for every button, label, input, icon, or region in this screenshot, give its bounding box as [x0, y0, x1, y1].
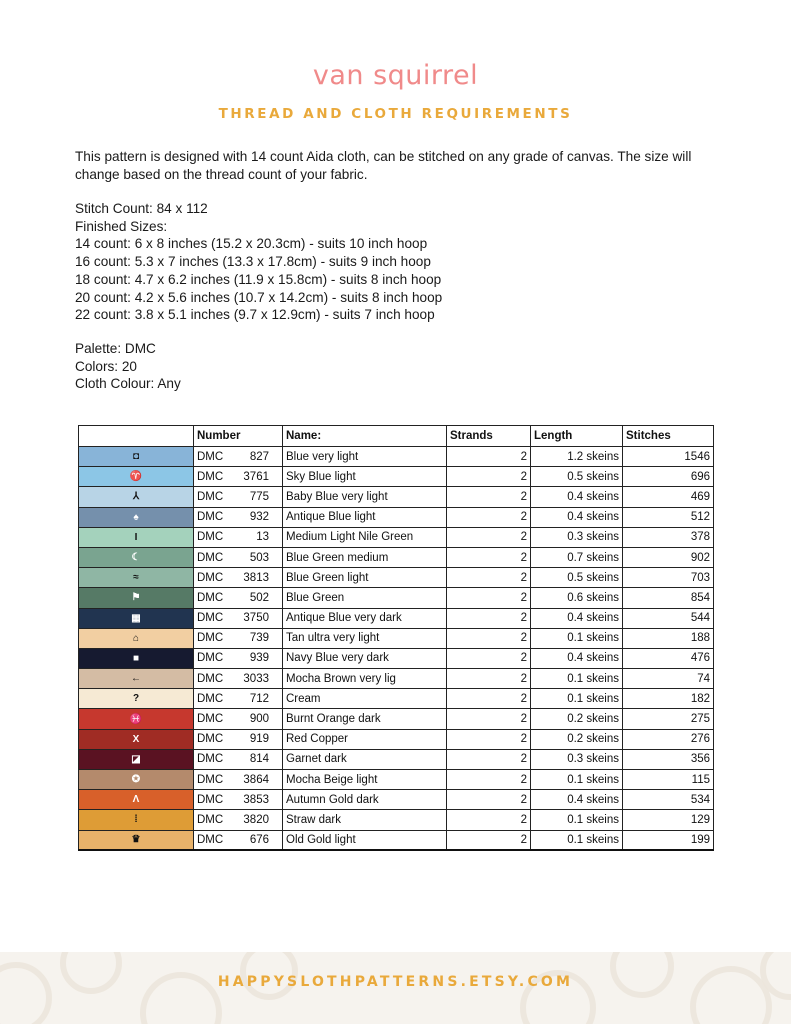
thread-name: Burnt Orange dark — [283, 709, 447, 729]
thread-length: 0.4 skeins — [531, 608, 623, 628]
stitch-symbol-icon: I — [134, 531, 138, 543]
intro-text — [75, 148, 725, 183]
thread-stitches: 115 — [623, 770, 714, 790]
thread-length: 0.4 skeins — [531, 790, 623, 810]
stitch-symbol-icon: ⚑ — [131, 592, 141, 604]
thread-name: Tan ultra very light — [283, 628, 447, 648]
thread-number — [194, 588, 283, 608]
thread-code: 3820 — [243, 813, 269, 826]
table-row — [79, 790, 714, 810]
cloth-colour: Cloth Colour: Any — [75, 376, 181, 392]
stitch-symbol-icon: ≈ — [133, 572, 139, 584]
thread-name: Medium Light Nile Green — [283, 527, 447, 547]
thread-name: Antique Blue very dark — [283, 608, 447, 628]
thread-stitches: 476 — [623, 648, 714, 668]
table-row — [79, 588, 714, 608]
stitch-symbol-icon: X — [132, 733, 140, 745]
thread-number — [194, 547, 283, 567]
thread-name: Baby Blue very light — [283, 487, 447, 507]
thread-code: 676 — [249, 833, 269, 846]
thread-brand: DMC — [197, 793, 224, 806]
thread-stitches: 378 — [623, 527, 714, 547]
thread-length: 1.2 skeins — [531, 447, 623, 467]
palette-info — [75, 340, 725, 393]
thread-stitches: 703 — [623, 568, 714, 588]
header-stitches: Stitches — [623, 426, 714, 447]
thread-code: 939 — [249, 652, 269, 665]
table-row — [79, 810, 714, 830]
table-row — [79, 689, 714, 709]
color-swatch — [79, 648, 194, 668]
thread-brand: DMC — [197, 813, 224, 826]
color-swatch — [79, 507, 194, 527]
stitch-symbol-icon: Λ — [132, 794, 140, 806]
thread-brand: DMC — [197, 672, 224, 685]
size-line: 14 count: 6 x 8 inches (15.2 x 20.3cm) - suits 10 inch hoop — [75, 236, 428, 252]
thread-name: Blue Green — [283, 588, 447, 608]
thread-number — [194, 447, 283, 467]
thread-strands: 2 — [447, 648, 531, 668]
thread-length: 0.4 skeins — [531, 648, 623, 668]
thread-name: Blue Green light — [283, 568, 447, 588]
color-swatch — [79, 487, 194, 507]
table-row — [79, 709, 714, 729]
thread-brand: DMC — [197, 450, 224, 463]
thread-number — [194, 790, 283, 810]
thread-number — [194, 527, 283, 547]
table-row — [79, 749, 714, 769]
thread-brand: DMC — [197, 632, 224, 645]
thread-number — [194, 608, 283, 628]
thread-length: 0.5 skeins — [531, 467, 623, 487]
thread-code: 3864 — [243, 773, 269, 786]
color-swatch — [79, 669, 194, 689]
thread-strands: 2 — [447, 487, 531, 507]
header-symbol — [79, 426, 194, 447]
thread-number — [194, 749, 283, 769]
thread-strands: 2 — [447, 709, 531, 729]
thread-length: 0.1 skeins — [531, 669, 623, 689]
thread-stitches: 696 — [623, 467, 714, 487]
thread-code: 900 — [249, 713, 269, 726]
color-swatch — [79, 689, 194, 709]
thread-brand: DMC — [197, 470, 224, 483]
palette-name: Palette: DMC — [75, 341, 156, 356]
header-strands: Strands — [447, 426, 531, 447]
thread-code: 13 — [256, 531, 269, 544]
thread-code: 775 — [249, 490, 269, 503]
thread-stitches: 534 — [623, 790, 714, 810]
thread-name: Autumn Gold dark — [283, 790, 447, 810]
stitch-symbol-icon: ♓ — [129, 713, 143, 725]
table-row — [79, 467, 714, 487]
stitch-stats — [75, 200, 725, 324]
thread-brand: DMC — [197, 652, 224, 665]
thread-strands: 2 — [447, 547, 531, 567]
thread-stitches: 1546 — [623, 447, 714, 467]
stitch-symbol-icon: ◪ — [131, 753, 141, 765]
intro-line: This pattern is designed with 14 count Aida cloth, can be stitched on any grade of canvas. The size will — [75, 149, 692, 164]
color-swatch — [79, 830, 194, 850]
table-row — [79, 648, 714, 668]
thread-strands: 2 — [447, 628, 531, 648]
thread-length: 0.6 skeins — [531, 588, 623, 608]
thread-number — [194, 507, 283, 527]
thread-number — [194, 709, 283, 729]
intro-line: change based on the thread count of your fabric. — [75, 166, 368, 182]
thread-name: Old Gold light — [283, 830, 447, 850]
stitch-symbol-icon: ♠ — [133, 511, 139, 523]
finished-sizes-label: Finished Sizes: — [75, 218, 168, 234]
thread-code: 3813 — [243, 571, 269, 584]
thread-length: 0.1 skeins — [531, 810, 623, 830]
thread-stitches: 188 — [623, 628, 714, 648]
thread-number — [194, 830, 283, 850]
thread-stitches: 199 — [623, 830, 714, 850]
thread-strands: 2 — [447, 447, 531, 467]
thread-number — [194, 648, 283, 668]
thread-length: 0.1 skeins — [531, 628, 623, 648]
color-swatch — [79, 547, 194, 567]
size-line: 22 count: 3.8 x 5.1 inches (9.7 x 12.9cm) - suits 7 inch hoop — [75, 307, 435, 323]
thread-name: Antique Blue light — [283, 507, 447, 527]
thread-length: 0.3 skeins — [531, 749, 623, 769]
thread-brand: DMC — [197, 531, 224, 544]
thread-strands: 2 — [447, 467, 531, 487]
table-row — [79, 729, 714, 749]
thread-strands: 2 — [447, 729, 531, 749]
thread-stitches: 182 — [623, 689, 714, 709]
thread-stitches: 356 — [623, 749, 714, 769]
thread-length: 0.1 skeins — [531, 689, 623, 709]
thread-rows — [79, 447, 714, 851]
thread-brand: DMC — [197, 551, 224, 564]
color-swatch — [79, 729, 194, 749]
thread-code: 3853 — [243, 793, 269, 806]
thread-code: 3033 — [243, 672, 269, 685]
color-swatch — [79, 447, 194, 467]
thread-number — [194, 669, 283, 689]
color-swatch — [79, 810, 194, 830]
thread-length: 0.5 skeins — [531, 568, 623, 588]
thread-length: 0.2 skeins — [531, 709, 623, 729]
stitch-symbol-icon: ⌂ — [132, 632, 140, 644]
color-swatch — [79, 709, 194, 729]
color-swatch — [79, 527, 194, 547]
thread-code: 502 — [249, 591, 269, 604]
thread-brand: DMC — [197, 612, 224, 625]
thread-code: 503 — [249, 551, 269, 564]
table-row — [79, 669, 714, 689]
thread-number — [194, 628, 283, 648]
thread-strands: 2 — [447, 749, 531, 769]
thread-number — [194, 770, 283, 790]
color-count: Colors: 20 — [75, 358, 137, 374]
thread-strands: 2 — [447, 810, 531, 830]
thread-number — [194, 810, 283, 830]
header-name: Name: — [283, 426, 447, 447]
thread-name: Blue very light — [283, 447, 447, 467]
thread-brand: DMC — [197, 591, 224, 604]
header-length: Length — [531, 426, 623, 447]
stitch-symbol-icon: ⅄ — [132, 491, 140, 503]
thread-stitches: 854 — [623, 588, 714, 608]
thread-name: Garnet dark — [283, 749, 447, 769]
thread-length: 0.7 skeins — [531, 547, 623, 567]
thread-strands: 2 — [447, 527, 531, 547]
thread-strands: 2 — [447, 608, 531, 628]
thread-stitches: 512 — [623, 507, 714, 527]
header-number: Number — [194, 426, 283, 447]
thread-strands: 2 — [447, 669, 531, 689]
color-swatch — [79, 568, 194, 588]
stitch-count: Stitch Count: 84 x 112 — [75, 201, 208, 216]
thread-stitches: 469 — [623, 487, 714, 507]
page-title: van squirrel — [312, 60, 479, 91]
table-row — [79, 628, 714, 648]
stitch-symbol-icon: ◘ — [132, 451, 140, 463]
table-row — [79, 447, 714, 467]
thread-brand: DMC — [197, 713, 224, 726]
thread-stitches: 74 — [623, 669, 714, 689]
thread-stitches: 544 — [623, 608, 714, 628]
thread-strands: 2 — [447, 507, 531, 527]
thread-code: 919 — [249, 733, 269, 746]
stitch-symbol-icon: ▦ — [131, 612, 141, 624]
color-swatch — [79, 588, 194, 608]
footer-url: HAPPYSLOTHPATTERNS.ETSY.COM — [217, 974, 574, 990]
thread-stitches: 276 — [623, 729, 714, 749]
size-line: 20 count: 4.2 x 5.6 inches (10.7 x 14.2cm) - suits 8 inch hoop — [75, 289, 443, 305]
color-swatch — [79, 749, 194, 769]
thread-length: 0.1 skeins — [531, 770, 623, 790]
thread-code: 739 — [249, 632, 269, 645]
thread-name: Cream — [283, 689, 447, 709]
thread-stitches: 902 — [623, 547, 714, 567]
thread-code: 3761 — [243, 470, 269, 483]
thread-brand: DMC — [197, 773, 224, 786]
thread-stitches: 129 — [623, 810, 714, 830]
stitch-symbol-icon: ■ — [132, 652, 140, 664]
table-row — [79, 830, 714, 850]
thread-strands: 2 — [447, 790, 531, 810]
size-line: 16 count: 5.3 x 7 inches (13.3 x 17.8cm) - suits 9 inch hoop — [75, 254, 431, 270]
table-row — [79, 770, 714, 790]
thread-strands: 2 — [447, 588, 531, 608]
thread-table — [78, 425, 714, 851]
thread-brand: DMC — [197, 733, 224, 746]
thread-length: 0.4 skeins — [531, 507, 623, 527]
thread-brand: DMC — [197, 692, 224, 705]
stitch-symbol-icon: ☾ — [131, 552, 141, 564]
thread-stitches: 275 — [623, 709, 714, 729]
thread-name: Straw dark — [283, 810, 447, 830]
thread-name: Navy Blue very dark — [283, 648, 447, 668]
table-row — [79, 568, 714, 588]
stitch-symbol-icon: ♛ — [131, 834, 141, 846]
thread-code: 827 — [249, 450, 269, 463]
thread-brand: DMC — [197, 571, 224, 584]
thread-number — [194, 487, 283, 507]
thread-code: 712 — [249, 692, 269, 705]
size-line: 18 count: 4.7 x 6.2 inches (11.9 x 15.8cm) - suits 8 inch hoop — [75, 271, 442, 287]
color-swatch — [79, 790, 194, 810]
thread-code: 932 — [249, 511, 269, 524]
stitch-symbol-icon: ⁞ — [134, 814, 138, 826]
thread-strands: 2 — [447, 568, 531, 588]
thread-number — [194, 689, 283, 709]
thread-length: 0.3 skeins — [531, 527, 623, 547]
color-swatch — [79, 608, 194, 628]
color-swatch — [79, 467, 194, 487]
thread-name: Mocha Beige light — [283, 770, 447, 790]
table-row — [79, 608, 714, 628]
thread-number — [194, 568, 283, 588]
stitch-symbol-icon: ← — [131, 673, 141, 685]
thread-brand: DMC — [197, 490, 224, 503]
color-swatch — [79, 628, 194, 648]
color-swatch — [79, 770, 194, 790]
thread-name: Sky Blue light — [283, 467, 447, 487]
thread-brand: DMC — [197, 833, 224, 846]
thread-brand: DMC — [197, 511, 224, 524]
thread-code: 3750 — [243, 612, 269, 625]
thread-strands: 2 — [447, 770, 531, 790]
page-subtitle: THREAD AND CLOTH REQUIREMENTS — [218, 106, 573, 122]
table-row — [79, 527, 714, 547]
thread-name: Mocha Brown very lig — [283, 669, 447, 689]
table-row — [79, 487, 714, 507]
table-row — [79, 547, 714, 567]
stitch-symbol-icon: ✪ — [131, 774, 141, 786]
thread-strands: 2 — [447, 689, 531, 709]
stitch-symbol-icon: ♈ — [129, 471, 143, 483]
thread-brand: DMC — [197, 753, 224, 766]
table-header-row — [79, 426, 714, 447]
thread-strands: 2 — [447, 830, 531, 850]
stitch-symbol-icon: ? — [132, 693, 140, 705]
thread-length: 0.4 skeins — [531, 487, 623, 507]
thread-number — [194, 467, 283, 487]
table-row — [79, 507, 714, 527]
thread-name: Blue Green medium — [283, 547, 447, 567]
thread-name: Red Copper — [283, 729, 447, 749]
thread-code: 814 — [249, 753, 269, 766]
thread-length: 0.1 skeins — [531, 830, 623, 850]
thread-length: 0.2 skeins — [531, 729, 623, 749]
thread-number — [194, 729, 283, 749]
